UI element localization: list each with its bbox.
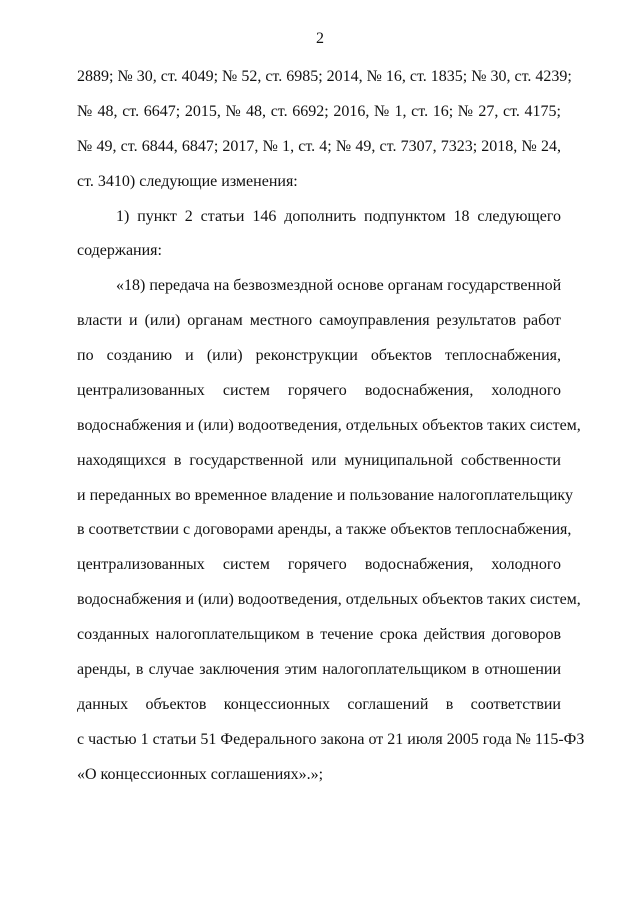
text-line: власти и (или) органам местного самоуправления результатов работ (77, 312, 561, 329)
text-line: 2889; № 30, ст. 4049; № 52, ст. 6985; 2014, № 16, ст. 1835; № 30, ст. 4239; (77, 68, 572, 85)
text-line: ст. 3410) следующие изменения: (77, 173, 298, 190)
text-line: «О концессионных соглашениях».»; (77, 766, 324, 783)
text-line: созданных налогоплательщиком в течение срока действия договоров (77, 626, 561, 643)
text-line: «18) передача на безвозмездной основе органам государственной (116, 277, 562, 294)
text-line: в соответствии с договорами аренды, а также объектов теплоснабжения, (77, 521, 572, 538)
text-line: № 49, ст. 6844, 6847; 2017, № 1, ст. 4; № 49, ст. 7307, 7323; 2018, № 24, (77, 138, 561, 155)
text-line: 1) пункт 2 статьи 146 дополнить подпунктом 18 следующего (116, 208, 561, 225)
text-line: находящихся в государственной или муниципальной собственности (77, 452, 561, 469)
text-line: данных объектов концессионных соглашений в соответствии (77, 696, 561, 713)
text-line: водоснабжения и (или) водоотведения, отдельных объектов таких систем, (77, 417, 581, 434)
page-number: 2 (316, 30, 324, 47)
text-line: водоснабжения и (или) водоотведения, отдельных объектов таких систем, (77, 591, 581, 608)
text-line: с частью 1 статьи 51 Федерального закона от 21 июля 2005 года № 115-ФЗ (77, 731, 585, 748)
text-line: и переданных во временное владение и пользование налогоплательщику (77, 487, 573, 504)
text-line: централизованных систем горячего водоснабжения, холодного (77, 556, 561, 573)
text-line: аренды, в случае заключения этим налогоплательщиком в отношении (77, 661, 561, 678)
text-line: централизованных систем горячего водоснабжения, холодного (77, 382, 561, 399)
text-line: по созданию и (или) реконструкции объектов теплоснабжения, (77, 347, 561, 364)
text-line: № 48, ст. 6647; 2015, № 48, ст. 6692; 2016, № 1, ст. 16; № 27, ст. 4175; (77, 103, 561, 120)
text-line: содержания: (77, 242, 162, 259)
